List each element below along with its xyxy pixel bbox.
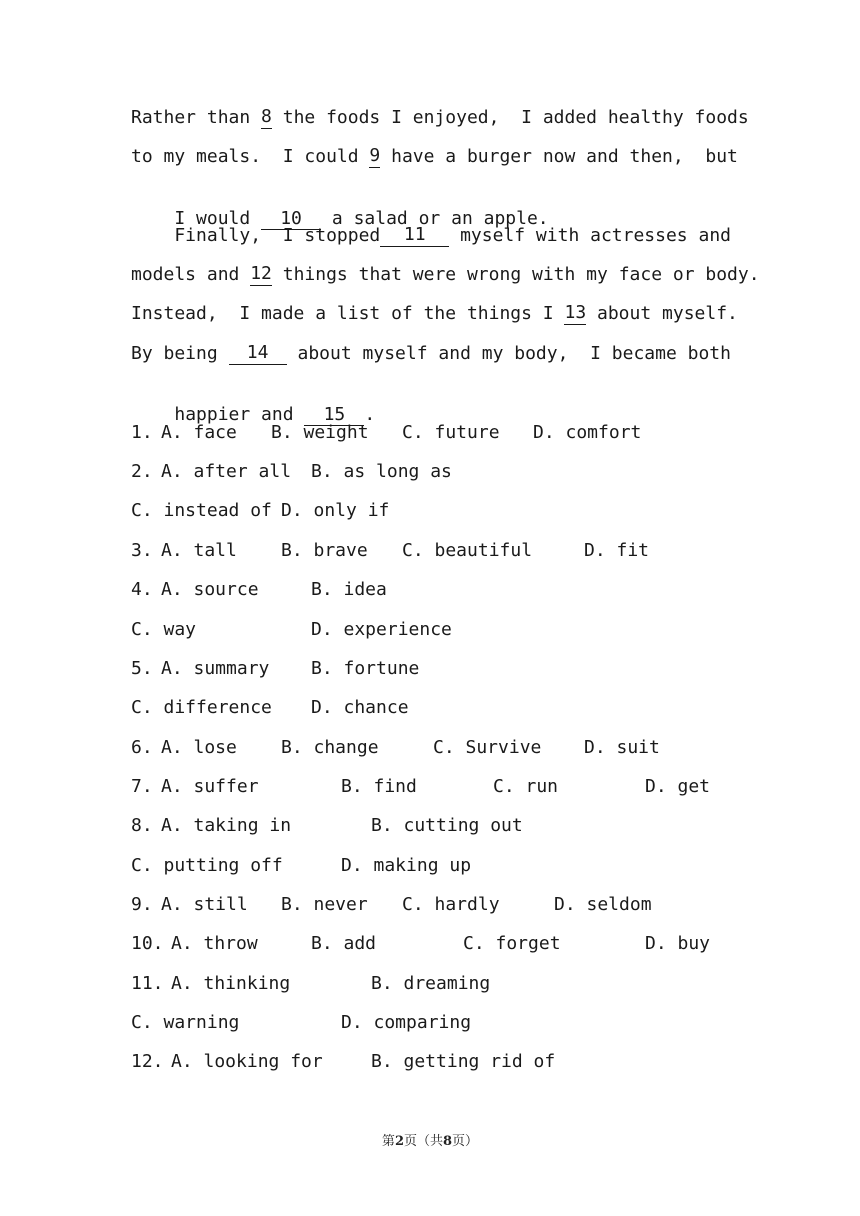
option-choice: A. lose (161, 737, 237, 758)
option-choice: D. chance (311, 697, 409, 718)
question-number: 3. (131, 540, 153, 561)
option-line (131, 973, 731, 995)
passage-text: Rather than (131, 107, 262, 128)
option-line (131, 422, 731, 444)
option-choice: B. find (341, 776, 417, 797)
option-choice: C. warning (131, 1012, 240, 1033)
option-line (131, 1012, 731, 1034)
question-number: 2. (131, 461, 153, 482)
option-choice: C. forget (463, 933, 561, 954)
question-number: 5. (131, 658, 153, 679)
passage-text: I would (174, 208, 262, 229)
option-choice: B. dreaming (371, 973, 491, 994)
blank-9: 9 (369, 145, 381, 166)
option-line (131, 697, 731, 719)
passage-text: a salad or an apple. (321, 208, 549, 229)
question-number: 4. (131, 579, 153, 600)
passage-text: By being (131, 343, 229, 364)
option-choice: C. way (131, 619, 197, 640)
option-choice: B. as long as (311, 461, 452, 482)
option-line (131, 776, 731, 798)
passage-text: . (364, 404, 376, 425)
option-choice: D. fit (584, 540, 650, 561)
blank-12: 12 (250, 263, 272, 284)
option-choice: C. future (402, 422, 500, 443)
option-choice: A. face (161, 422, 237, 443)
option-choice: D. suit (584, 737, 660, 758)
passage-text: to my meals. I could (131, 146, 370, 167)
option-choice: B. getting rid of (371, 1051, 556, 1072)
option-choice: D. seldom (554, 894, 652, 915)
option-choice: B. add (311, 933, 377, 954)
page-number: 2 (394, 1134, 404, 1149)
passage-line (131, 382, 731, 425)
option-line (131, 933, 731, 955)
option-choice: C. beautiful (402, 540, 533, 561)
passage-text: have a burger now and then, but (380, 146, 738, 167)
blank-10: 10 (261, 209, 321, 230)
passage-line (131, 225, 731, 247)
question-number: 11. (131, 973, 164, 994)
option-line (131, 540, 731, 562)
passage-text: Instead, I made a list of the things I (131, 303, 565, 324)
option-line (131, 579, 731, 601)
passage-text: Finally, I stopped (131, 225, 381, 246)
question-number: 6. (131, 737, 153, 758)
passage-text: the foods I enjoyed, I added healthy foods (271, 107, 749, 128)
option-choice: D. comparing (341, 1012, 472, 1033)
passage-text: about myself. (586, 303, 738, 324)
blank-11: 11 (380, 225, 449, 247)
option-choice: A. looking for (171, 1051, 323, 1072)
option-choice: A. summary (161, 658, 270, 679)
option-choice: B. idea (311, 579, 387, 600)
option-line (131, 500, 731, 522)
option-choice: A. after all (161, 461, 292, 482)
option-line (131, 461, 731, 483)
option-choice: C. Survive (433, 737, 542, 758)
passage-line (131, 106, 749, 129)
passage-text: myself with actresses and (449, 225, 731, 246)
option-choice: D. comfort (533, 422, 642, 443)
blank-13: 13 (564, 302, 587, 323)
option-choice: D. only if (281, 500, 390, 521)
option-choice: B. cutting out (371, 815, 523, 836)
option-choice: D. buy (645, 933, 711, 954)
footer-middle: 页（共 (403, 1134, 443, 1149)
option-line (131, 815, 731, 837)
option-choice: A. still (161, 894, 248, 915)
option-choice: C. run (493, 776, 559, 797)
passage-text: about myself and my body, I became both (286, 343, 731, 364)
blank-8: 8 (261, 106, 272, 127)
option-line (131, 619, 731, 641)
blank-14: 14 (229, 343, 287, 365)
option-choice: B. fortune (311, 658, 420, 679)
option-choice: A. thinking (171, 973, 291, 994)
passage-text: happier and (174, 404, 305, 425)
option-line (131, 1051, 731, 1073)
question-number: 1. (131, 422, 153, 443)
option-choice: B. change (281, 737, 379, 758)
option-line (131, 855, 731, 877)
question-number: 9. (131, 894, 153, 915)
option-choice: C. difference (131, 697, 272, 718)
question-number: 10. (131, 933, 164, 954)
passage-text: models and (131, 264, 251, 285)
option-line (131, 737, 731, 759)
question-number: 8. (131, 815, 153, 836)
option-choice: B. weight (271, 422, 369, 443)
page-total: 8 (443, 1134, 453, 1149)
passage-line (131, 302, 738, 325)
passage-line (131, 263, 760, 286)
option-choice: B. brave (281, 540, 368, 561)
option-choice: C. hardly (402, 894, 500, 915)
option-choice: D. experience (311, 619, 452, 640)
footer-suffix: 页） (452, 1134, 479, 1149)
passage-text: things that were wrong with my face or body. (271, 264, 760, 285)
option-choice: A. suffer (161, 776, 259, 797)
option-line (131, 894, 731, 916)
option-choice: D. get (645, 776, 711, 797)
option-line (131, 658, 731, 680)
option-choice: C. putting off (131, 855, 283, 876)
question-number: 7. (131, 776, 153, 797)
option-choice: A. taking in (161, 815, 292, 836)
option-choice: A. tall (161, 540, 237, 561)
option-choice: A. throw (171, 933, 258, 954)
passage-line (131, 186, 731, 229)
passage-line (131, 145, 738, 168)
option-choice: A. source (161, 579, 259, 600)
option-choice: C. instead of (131, 500, 272, 521)
passage-line (131, 343, 731, 365)
blank-15: 15 (304, 405, 364, 426)
page-footer (0, 1130, 860, 1149)
option-choice: D. making up (341, 855, 472, 876)
option-choice: B. never (281, 894, 368, 915)
question-number: 12. (131, 1051, 164, 1072)
footer-prefix: 第 (381, 1134, 395, 1149)
